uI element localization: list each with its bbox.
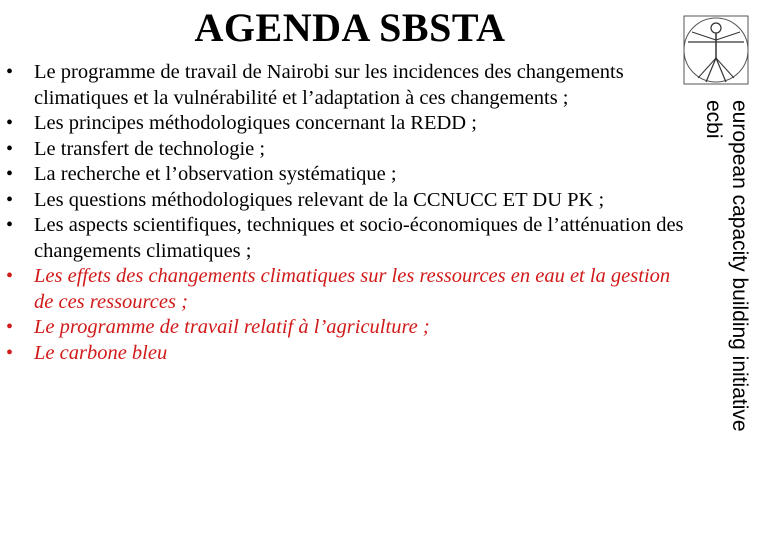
agenda-item-text: Le transfert de technologie ; [34, 137, 266, 160]
ecbi-acronym: ecbi [702, 100, 725, 139]
agenda-item-highlighted [0, 315, 690, 341]
agenda-item-highlighted [0, 264, 690, 315]
agenda-item-text: Le carbone bleu [34, 341, 168, 364]
agenda-item [0, 137, 690, 163]
agenda-item-text: Les aspects scientifiques, techniques et socio-économiques de l’atténuation des changements climatiques ; [34, 214, 684, 262]
ecbi-full-name: european capacity building initiative [728, 100, 751, 432]
vitruvian-man-icon [676, 10, 756, 90]
bullet: • [6, 214, 14, 236]
agenda-item-text: Le programme de travail de Nairobi sur les incidences des changements climatiques et la vulnérabilité et l’adaptation à ces changements ; [34, 61, 624, 109]
bullet: • [6, 163, 14, 185]
agenda-item [0, 60, 690, 111]
agenda-item [0, 188, 690, 214]
bullet: • [6, 341, 14, 364]
bullet: • [6, 137, 14, 160]
bullet: • [6, 112, 14, 134]
bullet: • [6, 316, 14, 338]
agenda-list [0, 60, 690, 366]
agenda-item [0, 111, 690, 137]
agenda-item-text: Le programme de travail relatif à l’agriculture ; [34, 316, 430, 338]
agenda-item [0, 162, 690, 188]
bullet: • [6, 61, 14, 83]
bullet: • [6, 188, 14, 211]
agenda-item-highlighted [0, 341, 690, 367]
agenda-item-text: Les principes méthodologiques concernant la REDD ; [34, 112, 477, 134]
agenda-item [0, 213, 690, 264]
agenda-item-text: Les questions méthodologiques relevant de la CCNUCC ET DU PK ; [34, 188, 605, 211]
slide-title: AGENDA SBSTA [194, 5, 506, 50]
agenda-item-text: La recherche et l’observation systématique ; [34, 163, 397, 185]
agenda-item-text: Les effets des changements climatiques sur les ressources en eau et la gestion de ces ressources ; [34, 265, 671, 313]
ecbi-vertical-label [692, 100, 752, 520]
bullet: • [6, 265, 14, 287]
